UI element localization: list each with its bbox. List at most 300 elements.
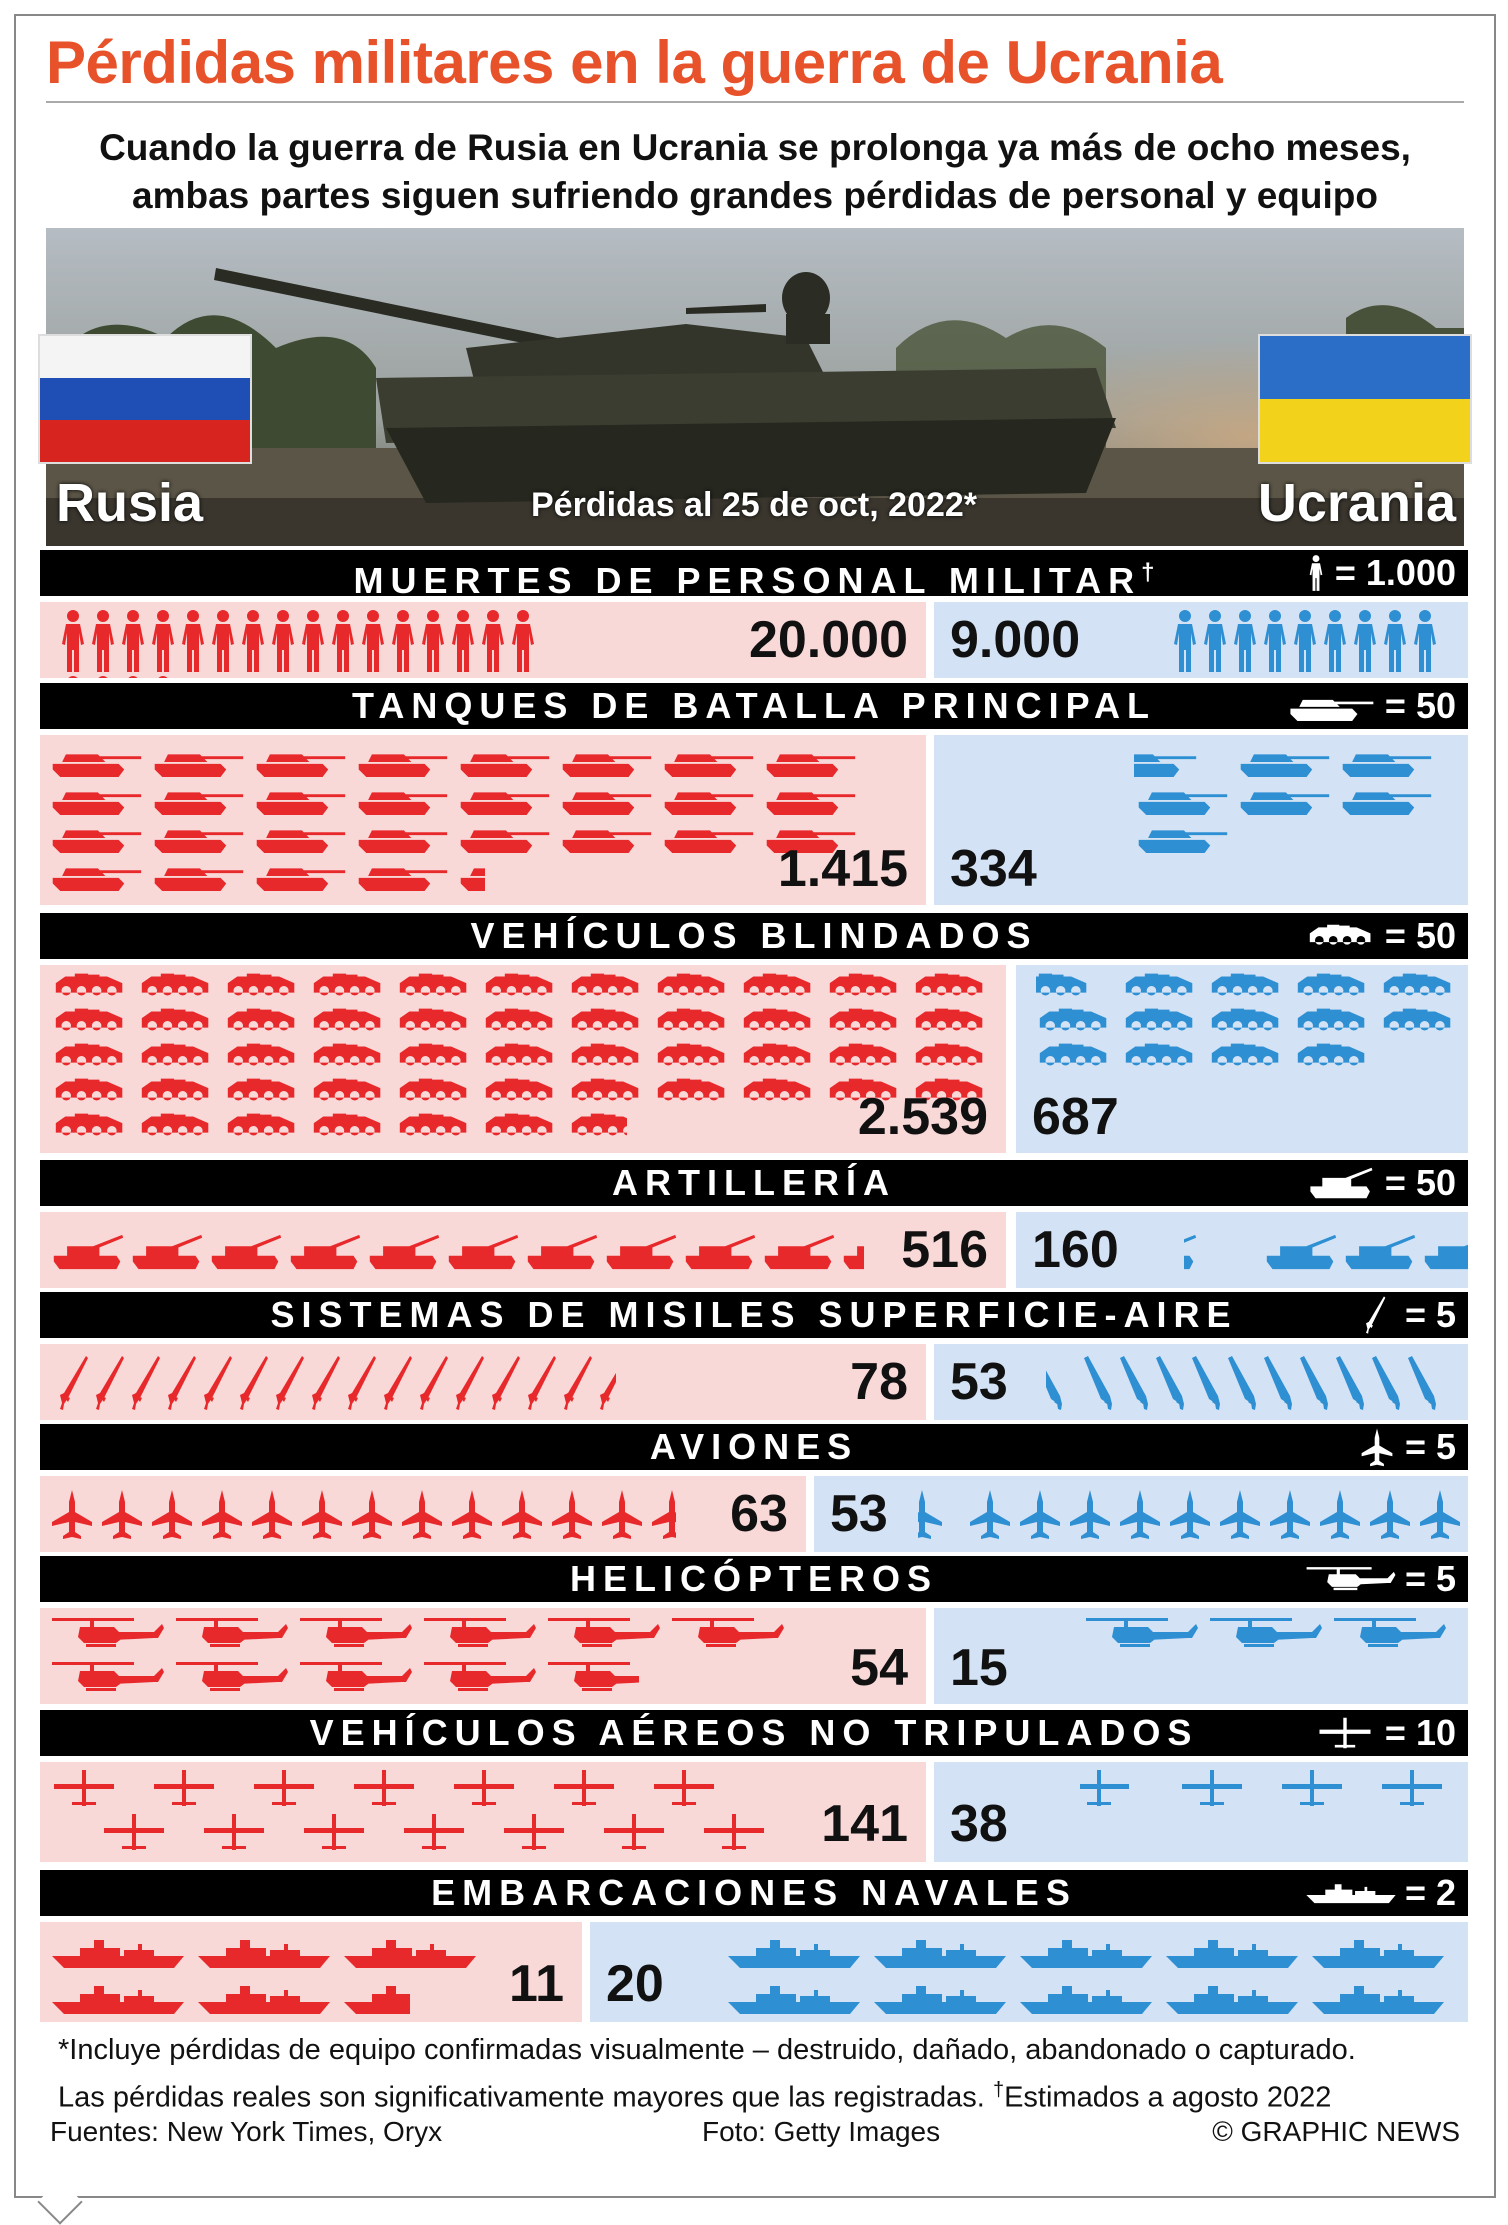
ukraine-pictogram-artillery-icon xyxy=(1263,1232,1339,1272)
russia-pictogram-tank-icon xyxy=(456,859,485,891)
ukraine-pictogram-armored-vehicle-icon xyxy=(1208,1006,1284,1036)
category-title: VEHÍCULOS BLINDADOS xyxy=(470,915,1038,956)
russia-pictogram-soldier-icon xyxy=(268,608,298,674)
russia-artillery-value: 516 xyxy=(901,1221,988,1279)
russia-pictogram-drone-icon xyxy=(202,1812,266,1852)
unit-key-label: = 50 xyxy=(1384,1162,1456,1203)
russia-pictogram-missile-icon xyxy=(380,1354,414,1412)
category-header-sam-systems xyxy=(40,1292,1468,1338)
ukraine-panel-aircraft xyxy=(814,1476,1468,1552)
russia-pictogram-drone-icon xyxy=(602,1812,666,1852)
ukraine-pictogram-drone-icon xyxy=(1280,1768,1344,1808)
russia-pictogram-tank-icon xyxy=(48,745,144,777)
copyright: © GRAPHIC NEWS xyxy=(1212,2116,1460,2147)
russia-pictogram-tank-icon xyxy=(456,783,552,815)
russia-pictogram-jet-icon xyxy=(150,1488,194,1540)
unit-key-label: = 5 xyxy=(1404,1426,1456,1467)
russia-pictogram-jet-icon xyxy=(300,1488,344,1540)
ukraine-pictogram-jet-icon xyxy=(1418,1488,1462,1540)
footnote-line-1: *Incluye pérdidas de equipo confirmadas visualmente – destruido, dañado, abandonado o capturado. xyxy=(58,2034,1356,2066)
russia-pictogram-artillery-icon xyxy=(366,1232,442,1272)
russia-pictogram-tank-icon xyxy=(252,859,348,891)
russia-pictogram-drone-icon xyxy=(102,1812,166,1852)
russia-pictogram-armored-vehicle-icon xyxy=(224,1006,300,1036)
russia-pictogram-drone-icon xyxy=(52,1768,116,1808)
ukraine-pictogram-ship-icon xyxy=(1164,1982,1300,2016)
russia-pictogram-armored-vehicle-icon xyxy=(138,1076,214,1106)
drone-icon xyxy=(1313,1716,1377,1750)
russia-pictogram-missile-icon xyxy=(200,1354,234,1412)
ukraine-pictogram-armored-vehicle-icon xyxy=(1036,1041,1112,1071)
ukraine-pictogram-soldier-icon xyxy=(1380,608,1410,674)
dagger-mark: † xyxy=(992,2079,1005,2101)
russia-pictogram-missile-icon xyxy=(92,1354,126,1412)
russia-pictogram-tank-icon xyxy=(456,821,552,853)
russia-pictogram-drone-icon xyxy=(702,1812,766,1852)
armored-vehicle-icon xyxy=(1305,923,1377,949)
russia-pictogram-tank-icon xyxy=(354,821,450,853)
photo-caption-date: Pérdidas al 25 de oct, 2022* xyxy=(530,486,978,524)
russia-pictogram-armored-vehicle-icon xyxy=(826,971,902,1001)
ukraine-panel-sam-systems xyxy=(934,1344,1468,1420)
russia-pictogram-armored-vehicle-icon xyxy=(740,1041,816,1071)
russia-pictogram-armored-vehicle-icon xyxy=(482,1006,558,1036)
ukraine-sam-value: 53 xyxy=(950,1353,1008,1411)
ukraine-pictogram-tank-icon xyxy=(1134,783,1230,815)
ukraine-pictogram-tank-icon xyxy=(1236,783,1332,815)
russia-pictogram-missile-icon xyxy=(128,1354,162,1412)
ukraine-pictogram-ship-icon xyxy=(1164,1936,1300,1970)
ukraine-pictogram-jet-icon xyxy=(1118,1488,1162,1540)
russia-pictogram-armored-vehicle-icon xyxy=(826,1006,902,1036)
russia-pictogram-armored-vehicle-icon xyxy=(482,971,558,1001)
russia-pictogram-armored-vehicle-icon xyxy=(568,1111,627,1141)
unit-key-label: = 5 xyxy=(1404,1294,1456,1335)
russia-pictogram-jet-icon xyxy=(100,1488,144,1540)
ukraine-pictogram-tank-icon xyxy=(1134,745,1199,777)
russia-pictogram-tank-icon xyxy=(660,745,756,777)
ukraine-pictogram-ship-icon xyxy=(872,1936,1008,1970)
russia-pictogram-drone-icon xyxy=(152,1768,216,1808)
ukraine-helicopters-value: 15 xyxy=(950,1639,1008,1697)
ukraine-pictogram-tank-icon xyxy=(1338,783,1434,815)
subtitle xyxy=(46,124,1464,220)
russia-pictogram-artillery-icon xyxy=(840,1232,864,1272)
russia-pictogram-soldier-icon xyxy=(238,608,268,674)
missile-icon xyxy=(1353,1295,1397,1335)
russia-pictogram-drone-icon xyxy=(452,1768,516,1808)
ukraine-pictogram-armored-vehicle-icon xyxy=(1036,971,1092,1001)
ukraine-pictogram-artillery-icon xyxy=(1184,1232,1199,1272)
russia-pictogram-armored-vehicle-icon xyxy=(654,1076,730,1106)
ukraine-panel-artillery xyxy=(1016,1212,1468,1288)
russia-pictogram-soldier-icon xyxy=(388,608,418,674)
helicopter-icon xyxy=(1305,1561,1397,1597)
russia-pictogram-armored-vehicle-icon xyxy=(654,971,730,1001)
ukraine-pictogram-ship-icon xyxy=(872,1982,1008,2016)
ukraine-pictogram-ship-icon xyxy=(1018,1936,1154,1970)
ukraine-artillery-value: 160 xyxy=(1032,1221,1119,1279)
russia-pictogram-helicopter-icon xyxy=(50,1658,166,1696)
russia-pictogram-armored-vehicle-icon xyxy=(224,971,300,1001)
russia-pictogram-soldier-icon xyxy=(358,608,388,674)
russia-pictogram-missile-icon xyxy=(452,1354,486,1412)
russia-pictogram-armored-vehicle-icon xyxy=(740,971,816,1001)
ukraine-flag-graphic xyxy=(1260,336,1470,462)
unit-key-label: = 5 xyxy=(1404,1558,1456,1599)
russia-pictogram-armored-vehicle-icon xyxy=(568,1076,644,1106)
ukraine-panel-helicopters xyxy=(934,1608,1468,1704)
unit-key-label: = 50 xyxy=(1384,915,1456,956)
ukraine-pictogram-soldier-icon xyxy=(1200,608,1230,674)
subtitle-line-2: ambas partes siguen sufriendo grandes pérdidas de personal y equipo xyxy=(132,175,1378,216)
ukraine-pictogram-soldier-icon xyxy=(1410,608,1440,674)
russia-pictogram-tank-icon xyxy=(150,821,246,853)
russia-pictogram-soldier-icon xyxy=(118,608,148,674)
russia-pictogram-armored-vehicle-icon xyxy=(52,971,128,1001)
russia-pictogram-missile-icon xyxy=(344,1354,378,1412)
russia-pictogram-armored-vehicle-icon xyxy=(224,1041,300,1071)
russia-pictogram-armored-vehicle-icon xyxy=(138,1041,214,1071)
ukraine-pictogram-soldier-icon xyxy=(1230,608,1260,674)
ukraine-pictogram-missile-icon xyxy=(1226,1354,1260,1412)
russia-pictogram-armored-vehicle-icon xyxy=(396,1041,472,1071)
category-title: ARTILLERÍA xyxy=(612,1162,896,1203)
category-header-tanks xyxy=(40,683,1468,729)
ukraine-flag xyxy=(1258,334,1472,464)
category-header-aircraft xyxy=(40,1424,1468,1470)
russia-pictogram-armored-vehicle-icon xyxy=(654,1006,730,1036)
ukraine-personnel-value: 9.000 xyxy=(950,611,1081,669)
russia-pictogram-armored-vehicle-icon xyxy=(482,1076,558,1106)
russia-pictogram-missile-icon xyxy=(524,1354,558,1412)
category-header-helicopters xyxy=(40,1556,1468,1602)
russia-flag-graphic xyxy=(40,336,250,462)
jet-icon xyxy=(1357,1427,1397,1467)
ukraine-pictogram-armored-vehicle-icon xyxy=(1208,1041,1284,1071)
ukraine-pictogram-missile-icon xyxy=(1190,1354,1224,1412)
ukraine-pictogram-jet-icon xyxy=(1368,1488,1412,1540)
russia-pictogram-helicopter-icon xyxy=(546,1658,639,1696)
russia-flag xyxy=(38,334,252,464)
russia-pictogram-artillery-icon xyxy=(287,1232,363,1272)
ukraine-pictogram-helicopter-icon xyxy=(1208,1614,1324,1652)
ukraine-pictogram-jet-icon xyxy=(1068,1488,1112,1540)
russia-panel-naval xyxy=(40,1922,582,2022)
russia-pictogram-soldier-icon xyxy=(178,608,208,674)
russia-panel-personnel xyxy=(40,602,926,678)
russia-pictogram-tank-icon xyxy=(354,783,450,815)
russia-pictogram-missile-icon xyxy=(308,1354,342,1412)
tank-icon xyxy=(1285,691,1377,721)
ukraine-pictogram-armored-vehicle-icon xyxy=(1294,1041,1370,1071)
ukraine-pictogram-armored-vehicle-icon xyxy=(1208,971,1284,1001)
ukraine-pictogram-ship-icon xyxy=(1310,1982,1446,2016)
ukraine-panel-naval xyxy=(590,1922,1468,2022)
ukraine-pictogram-armored-vehicle-icon xyxy=(1380,971,1456,1001)
ukraine-pictogram-ship-icon xyxy=(1018,1982,1154,2016)
ukraine-naval-value: 20 xyxy=(606,1955,664,2013)
russia-pictogram-tank-icon xyxy=(48,859,144,891)
russia-pictogram-armored-vehicle-icon xyxy=(396,1076,472,1106)
russia-pictogram-armored-vehicle-icon xyxy=(138,1006,214,1036)
russia-pictogram-drone-icon xyxy=(352,1768,416,1808)
ukraine-pictogram-jet-icon xyxy=(1318,1488,1362,1540)
russia-panel-artillery xyxy=(40,1212,1006,1288)
unit-key-label: = 50 xyxy=(1384,685,1456,726)
russia-pictogram-tank-icon xyxy=(354,859,450,891)
russia-pictogram-tank-icon xyxy=(558,745,654,777)
unit-key xyxy=(1305,913,1456,959)
category-header-personnel xyxy=(40,550,1468,601)
russia-panel-aircraft xyxy=(40,1476,806,1552)
russia-pictogram-missile-icon xyxy=(416,1354,450,1412)
ukraine-pictogram-helicopter-icon xyxy=(1084,1614,1200,1652)
russia-pictogram-armored-vehicle-icon xyxy=(482,1111,558,1141)
category-header-naval xyxy=(40,1870,1468,1916)
russia-armored-value: 2.539 xyxy=(857,1088,988,1146)
category-title: AVIONES xyxy=(649,1426,859,1467)
russia-pictogram-helicopter-icon xyxy=(174,1658,290,1696)
russia-pictogram-tank-icon xyxy=(762,745,858,777)
ukraine-pictogram-drone-icon xyxy=(1380,1768,1444,1808)
unit-key-label: = 10 xyxy=(1384,1712,1456,1753)
category-title: SISTEMAS DE MISILES SUPERFICIE-AIRE xyxy=(270,1294,1238,1335)
ukraine-pictogram-tank-icon xyxy=(1338,745,1434,777)
russia-panel-helicopters xyxy=(40,1608,926,1704)
russia-pictogram-armored-vehicle-icon xyxy=(138,971,214,1001)
ukraine-pictogram-armored-vehicle-icon xyxy=(1122,1006,1198,1036)
russia-pictogram-tank-icon xyxy=(150,783,246,815)
russia-pictogram-missile-icon xyxy=(56,1354,90,1412)
ukraine-armored-value: 687 xyxy=(1032,1088,1119,1146)
russia-pictogram-helicopter-icon xyxy=(670,1614,786,1652)
ukraine-pictogram-ship-icon xyxy=(1310,1936,1446,1970)
russia-panel-armored-vehicles xyxy=(40,965,1006,1153)
russia-drones-value: 141 xyxy=(821,1795,908,1853)
russia-pictogram-jet-icon xyxy=(250,1488,294,1540)
unit-key xyxy=(1285,683,1456,729)
russia-pictogram-soldier-icon xyxy=(88,674,118,678)
country-label-ukraine: Ucrania xyxy=(1257,473,1456,533)
russia-pictogram-soldier-icon xyxy=(88,608,118,674)
russia-pictogram-tank-icon xyxy=(354,745,450,777)
ukraine-pictogram-armored-vehicle-icon xyxy=(1122,1041,1198,1071)
russia-pictogram-armored-vehicle-icon xyxy=(224,1111,300,1141)
russia-pictogram-tank-icon xyxy=(150,745,246,777)
russia-pictogram-tank-icon xyxy=(252,821,348,853)
russia-pictogram-soldier-icon xyxy=(148,674,178,678)
category-title: HELICÓPTEROS xyxy=(569,1558,939,1599)
russia-pictogram-tank-icon xyxy=(660,783,756,815)
russia-pictogram-tank-icon xyxy=(558,783,654,815)
ukraine-pictogram-armored-vehicle-icon xyxy=(1380,1006,1456,1036)
ukraine-panel-armored-vehicles xyxy=(1016,965,1468,1153)
ukraine-pictogram-ship-icon xyxy=(726,1936,862,1970)
ukraine-pictogram-missile-icon xyxy=(1046,1354,1066,1412)
russia-pictogram-missile-icon xyxy=(236,1354,270,1412)
russia-tanks-value: 1.415 xyxy=(777,840,908,898)
russia-pictogram-missile-icon xyxy=(488,1354,522,1412)
russia-pictogram-helicopter-icon xyxy=(50,1614,166,1652)
russia-pictogram-missile-icon xyxy=(560,1354,594,1412)
russia-pictogram-ship-icon xyxy=(196,1936,332,1970)
russia-pictogram-tank-icon xyxy=(252,745,348,777)
unit-key xyxy=(1313,1710,1456,1756)
ukraine-pictogram-armored-vehicle-icon xyxy=(1294,971,1370,1001)
dagger-mark: † xyxy=(1141,559,1155,586)
russia-aircraft-value: 63 xyxy=(730,1485,788,1543)
unit-key-label: = 1.000 xyxy=(1334,552,1456,593)
russia-pictogram-soldier-icon xyxy=(418,608,448,674)
russia-pictogram-armored-vehicle-icon xyxy=(568,971,644,1001)
russia-pictogram-artillery-icon xyxy=(208,1232,284,1272)
russia-panel-tanks xyxy=(40,735,926,905)
ukraine-pictogram-drone-icon xyxy=(1080,1768,1131,1808)
russia-helicopters-value: 54 xyxy=(850,1639,908,1697)
russia-pictogram-artillery-icon xyxy=(682,1232,758,1272)
russia-pictogram-soldier-icon xyxy=(328,608,358,674)
russia-sam-value: 78 xyxy=(850,1353,908,1411)
footnote-line-2: Las pérdidas reales son significativamente mayores que las registradas. †Estimados a agosto 2022 xyxy=(58,2079,1332,2114)
russia-pictogram-armored-vehicle-icon xyxy=(310,1041,386,1071)
russia-pictogram-jet-icon xyxy=(650,1488,676,1540)
ukraine-pictogram-jet-icon xyxy=(1168,1488,1212,1540)
russia-pictogram-drone-icon xyxy=(402,1812,466,1852)
russia-panel-drones xyxy=(40,1762,926,1862)
russia-pictogram-armored-vehicle-icon xyxy=(912,1041,988,1071)
russia-pictogram-artillery-icon xyxy=(445,1232,521,1272)
russia-pictogram-drone-icon xyxy=(252,1768,316,1808)
unit-key-label: = 2 xyxy=(1404,1872,1456,1913)
russia-pictogram-armored-vehicle-icon xyxy=(740,1076,816,1106)
ukraine-pictogram-helicopter-icon xyxy=(1332,1614,1448,1652)
russia-pictogram-drone-icon xyxy=(552,1768,616,1808)
source-credit: Fuentes: New York Times, Oryx xyxy=(50,2116,443,2147)
ukraine-tanks-value: 334 xyxy=(950,840,1037,898)
russia-pictogram-ship-icon xyxy=(196,1982,332,2016)
russia-pictogram-soldier-icon xyxy=(448,608,478,674)
russia-pictogram-helicopter-icon xyxy=(546,1614,662,1652)
ukraine-pictogram-soldier-icon xyxy=(1350,608,1380,674)
russia-pictogram-artillery-icon xyxy=(761,1232,837,1272)
ukraine-pictogram-drone-icon xyxy=(1180,1768,1244,1808)
russia-pictogram-armored-vehicle-icon xyxy=(138,1111,214,1141)
ukraine-pictogram-missile-icon xyxy=(1298,1354,1332,1412)
russia-pictogram-drone-icon xyxy=(502,1812,566,1852)
ukraine-pictogram-missile-icon xyxy=(1082,1354,1116,1412)
unit-key xyxy=(1357,1424,1456,1470)
russia-pictogram-tank-icon xyxy=(150,859,246,891)
ukraine-pictogram-jet-icon xyxy=(1268,1488,1312,1540)
artillery-icon xyxy=(1305,1166,1377,1200)
russia-pictogram-armored-vehicle-icon xyxy=(224,1076,300,1106)
russia-pictogram-armored-vehicle-icon xyxy=(52,1041,128,1071)
category-header-armored-vehicles xyxy=(40,913,1468,959)
ukraine-pictogram-missile-icon xyxy=(1154,1354,1188,1412)
russia-pictogram-armored-vehicle-icon xyxy=(568,1006,644,1036)
russia-pictogram-tank-icon xyxy=(48,821,144,853)
russia-pictogram-soldier-icon xyxy=(58,608,88,674)
russia-pictogram-soldier-icon xyxy=(478,608,508,674)
russia-pictogram-missile-icon xyxy=(596,1354,616,1412)
unit-key xyxy=(1353,1292,1456,1338)
country-label-russia: Rusia xyxy=(56,473,204,533)
ukraine-pictogram-missile-icon xyxy=(1118,1354,1152,1412)
russia-pictogram-tank-icon xyxy=(48,783,144,815)
russia-pictogram-artillery-icon xyxy=(524,1232,600,1272)
russia-pictogram-missile-icon xyxy=(272,1354,306,1412)
title-divider xyxy=(46,101,1464,103)
russia-pictogram-soldier-icon xyxy=(508,608,538,674)
category-title: TANQUES DE BATALLA PRINCIPAL xyxy=(352,685,1156,726)
russia-pictogram-armored-vehicle-icon xyxy=(912,1006,988,1036)
ukraine-pictogram-armored-vehicle-icon xyxy=(1294,1006,1370,1036)
russia-pictogram-soldier-icon xyxy=(298,608,328,674)
ukraine-pictogram-soldier-icon xyxy=(1290,608,1320,674)
russia-pictogram-helicopter-icon xyxy=(422,1614,538,1652)
russia-pictogram-soldier-icon xyxy=(208,608,238,674)
ukraine-pictogram-armored-vehicle-icon xyxy=(1036,1006,1112,1036)
ukraine-pictogram-missile-icon xyxy=(1406,1354,1440,1412)
russia-pictogram-helicopter-icon xyxy=(298,1658,414,1696)
ukraine-pictogram-tank-icon xyxy=(1236,745,1332,777)
russia-pictogram-tank-icon xyxy=(762,783,858,815)
ukraine-panel-personnel xyxy=(934,602,1468,678)
ship-icon xyxy=(1305,1880,1397,1906)
ukraine-pictogram-missile-icon xyxy=(1370,1354,1404,1412)
page-title: Pérdidas militares en la guerra de Ucrania xyxy=(46,29,1223,96)
russia-pictogram-armored-vehicle-icon xyxy=(396,1111,472,1141)
unit-key xyxy=(1305,1556,1456,1602)
subtitle-line-1: Cuando la guerra de Rusia en Ucrania se prolonga ya más de ocho meses, xyxy=(99,127,1411,168)
soldier-icon xyxy=(1305,554,1327,592)
ukraine-pictogram-jet-icon xyxy=(1218,1488,1262,1540)
ukraine-drones-value: 38 xyxy=(950,1795,1008,1853)
category-title: EMBARCACIONES NAVALES xyxy=(431,1872,1077,1913)
russia-pictogram-armored-vehicle-icon xyxy=(740,1006,816,1036)
ukraine-pictogram-ship-icon xyxy=(726,1982,862,2016)
russia-pictogram-drone-icon xyxy=(652,1768,716,1808)
russia-pictogram-ship-icon xyxy=(342,1982,410,2016)
ukraine-pictogram-artillery-icon xyxy=(1421,1232,1468,1272)
russia-pictogram-armored-vehicle-icon xyxy=(52,1076,128,1106)
russia-pictogram-soldier-icon xyxy=(148,608,178,674)
russia-pictogram-tank-icon xyxy=(252,783,348,815)
ukraine-pictogram-artillery-icon xyxy=(1342,1232,1418,1272)
ukraine-pictogram-jet-icon xyxy=(1018,1488,1062,1540)
russia-pictogram-armored-vehicle-icon xyxy=(52,1006,128,1036)
russia-pictogram-armored-vehicle-icon xyxy=(310,1111,386,1141)
ukraine-pictogram-soldier-icon xyxy=(1260,608,1290,674)
ukraine-aircraft-value: 53 xyxy=(830,1485,888,1543)
russia-pictogram-ship-icon xyxy=(50,1936,186,1970)
unit-key xyxy=(1305,1870,1456,1916)
russia-pictogram-drone-icon xyxy=(52,1856,58,1862)
category-header-artillery xyxy=(40,1160,1468,1206)
category-title: VEHÍCULOS AÉREOS NO TRIPULADOS xyxy=(309,1712,1199,1753)
russia-personnel-value: 20.000 xyxy=(748,611,908,669)
russia-pictogram-armored-vehicle-icon xyxy=(310,1076,386,1106)
russia-pictogram-tank-icon xyxy=(660,821,756,853)
russia-pictogram-armored-vehicle-icon xyxy=(310,971,386,1001)
russia-pictogram-helicopter-icon xyxy=(174,1614,290,1652)
russia-pictogram-artillery-icon xyxy=(50,1232,126,1272)
category-title: MUERTES DE PERSONAL MILITAR† xyxy=(353,559,1155,601)
ukraine-pictogram-missile-icon xyxy=(1262,1354,1296,1412)
russia-pictogram-artillery-icon xyxy=(603,1232,679,1272)
ukraine-pictogram-armored-vehicle-icon xyxy=(1122,971,1198,1001)
